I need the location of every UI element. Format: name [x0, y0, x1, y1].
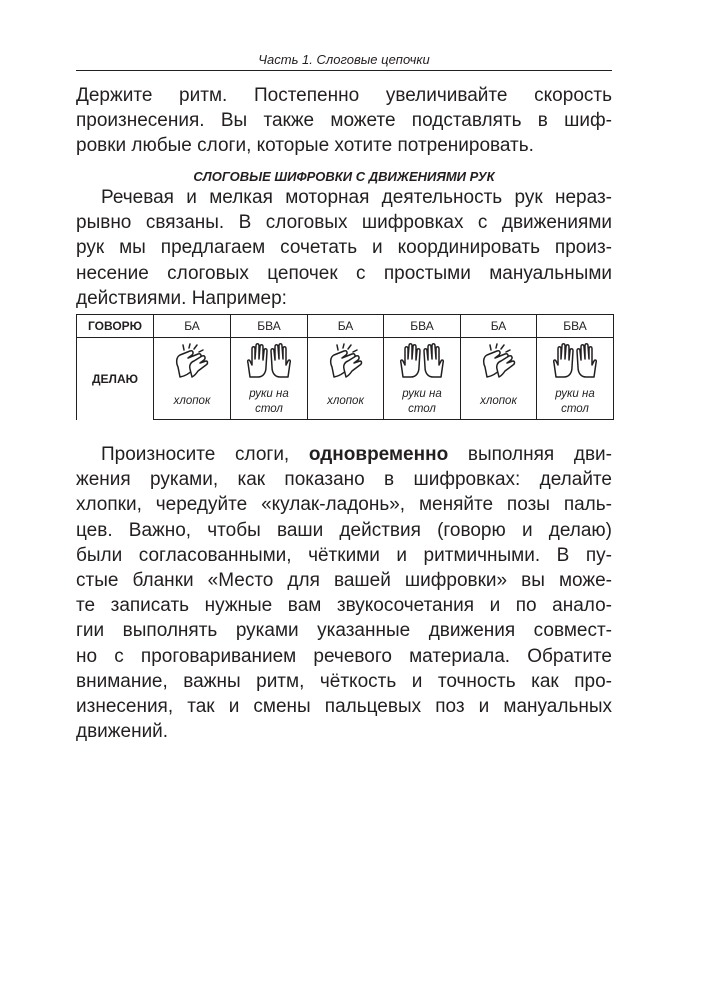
clapping-hands-icon [308, 338, 384, 385]
running-header: Часть 1. Слоговые цепочки [258, 52, 430, 67]
action-caption: хлопок [461, 384, 537, 420]
text-line: рывно связаны. В слоговых шифровках с движениями [76, 212, 612, 234]
action-caption: хлопок [308, 384, 384, 420]
intro-paragraph [76, 83, 612, 159]
clapping-hands-icon [461, 338, 537, 385]
text-line: жения руками, как показано в шифровках: делайте [76, 469, 612, 491]
do-icon-row [77, 338, 614, 385]
action-caption: руки на стол [384, 384, 461, 420]
open-palms-icon [384, 338, 461, 385]
syllable-cell: БА [154, 315, 231, 338]
text-line: произнесения. Вы также можете подставлять в шиф- [76, 110, 612, 132]
text-line: были согласованными, чёткими и ритмичными. В пу- [76, 544, 612, 566]
say-row [77, 315, 614, 338]
section-title: СЛОГОВЫЕ ШИФРОВКИ С ДВИЖЕНИЯМИ РУК [193, 169, 495, 184]
text-line: но с проговариванием речевого материала. Обратите [76, 645, 612, 667]
action-caption: руки на стол [231, 384, 308, 420]
syllable-cell: БА [308, 315, 384, 338]
clapping-hands-icon [154, 338, 231, 385]
text-line: изнесения, так и смены пальцевых поз и мануальных [76, 696, 612, 718]
text-line: хлопки, чередуйте «кулак-ладонь», меняйте позы паль- [76, 494, 612, 516]
text-line: Речевая и мелкая моторная деятельность рук нераз- [101, 187, 612, 208]
open-palms-icon [537, 338, 614, 385]
syllable-cipher-table [76, 314, 614, 420]
do-caption-row [77, 384, 614, 420]
text-line: те записать нужные вам звукосочетания и по анало- [76, 595, 612, 617]
text-line: ровки любые слоги, которые хотите потренировать. [76, 135, 534, 157]
text-line: внимание, важны ритм, чёткость и точность как про- [76, 670, 612, 692]
syllable-cell: БВА [384, 315, 461, 338]
action-caption: руки на стол [537, 384, 614, 420]
open-palms-icon [231, 338, 308, 385]
syllable-cell: БВА [537, 315, 614, 338]
text-line: Держите ритм. Постепенно увеличивайте скорость [76, 85, 612, 106]
paragraph-2 [76, 442, 612, 744]
syllable-cell: БВА [231, 315, 308, 338]
emphasis-word: одновременно [308, 444, 449, 465]
header-rule [76, 70, 612, 71]
text-line: движений. [76, 721, 169, 743]
text-line: несение слоговых цепочек с простыми мануальными [76, 262, 612, 284]
text-line: Произносите слоги, одновременно выполняя дви- [101, 444, 612, 465]
text-line: цев. Важно, чтобы ваши действия (говорю и делаю) [76, 519, 612, 541]
text-line: гии выполнять руками указанные движения совмест- [76, 620, 612, 642]
paragraph-1 [76, 185, 612, 311]
do-row-label: ДЕЛАЮ [77, 338, 154, 420]
text-line: стые бланки «Место для вашей шифровки» вы може- [76, 570, 612, 592]
text-line: рук мы предлагаем сочетать и координировать произ- [76, 237, 612, 259]
syllable-cell: БА [461, 315, 537, 338]
say-row-label: ГОВОРЮ [77, 315, 154, 338]
action-caption: хлопок [154, 384, 231, 420]
text-line: действиями. Например: [76, 287, 287, 309]
